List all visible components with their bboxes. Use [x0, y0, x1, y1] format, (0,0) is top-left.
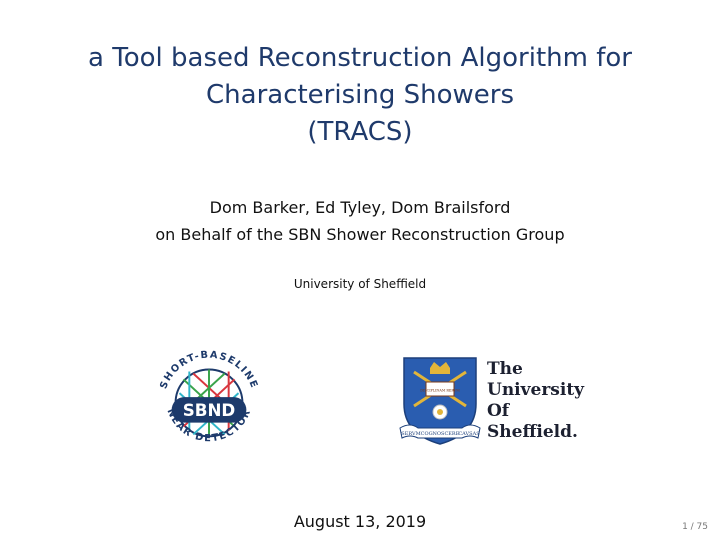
sheffield-wordmark-line: Sheffield.: [487, 422, 578, 442]
sheffield-wordmark: [487, 359, 584, 443]
page-number: 1 / 75: [682, 522, 708, 532]
crest-book-text: DISCIPLINAM RERVM: [420, 388, 460, 393]
motto-center: COGNOSCERE: [420, 431, 460, 437]
presentation-title: [0, 40, 720, 151]
sbnd-center-text: SBND: [182, 399, 236, 420]
sheffield-crest: [400, 358, 480, 444]
author-group: on Behalf of the SBN Shower Reconstruction Group: [155, 225, 565, 244]
sbnd-logo: [150, 342, 268, 460]
motto-right: CAVSAS: [458, 431, 480, 437]
sheffield-wordmark-line: University: [487, 380, 585, 400]
motto-left: SERVM: [401, 431, 421, 437]
sheffield-wordmark-line: Of: [487, 401, 510, 421]
title-line-3: (TRACS): [307, 117, 413, 147]
presentation-date: August 13, 2019: [293, 512, 427, 531]
title-line-2: Characterising Showers: [206, 80, 514, 110]
institute-name: University of Sheffield: [293, 277, 427, 291]
author-names: Dom Barker, Ed Tyley, Dom Brailsford: [209, 198, 511, 217]
title-line-1: a Tool based Reconstruction Algorithm for: [88, 43, 632, 73]
author-block: [0, 194, 720, 248]
sheffield-wordmark-line: The: [487, 359, 523, 379]
sbnd-ring-top-text: SHORT-BASELINE: [158, 349, 260, 391]
sbnd-ring-bottom-text: NEAR DETECTOR: [164, 407, 254, 445]
